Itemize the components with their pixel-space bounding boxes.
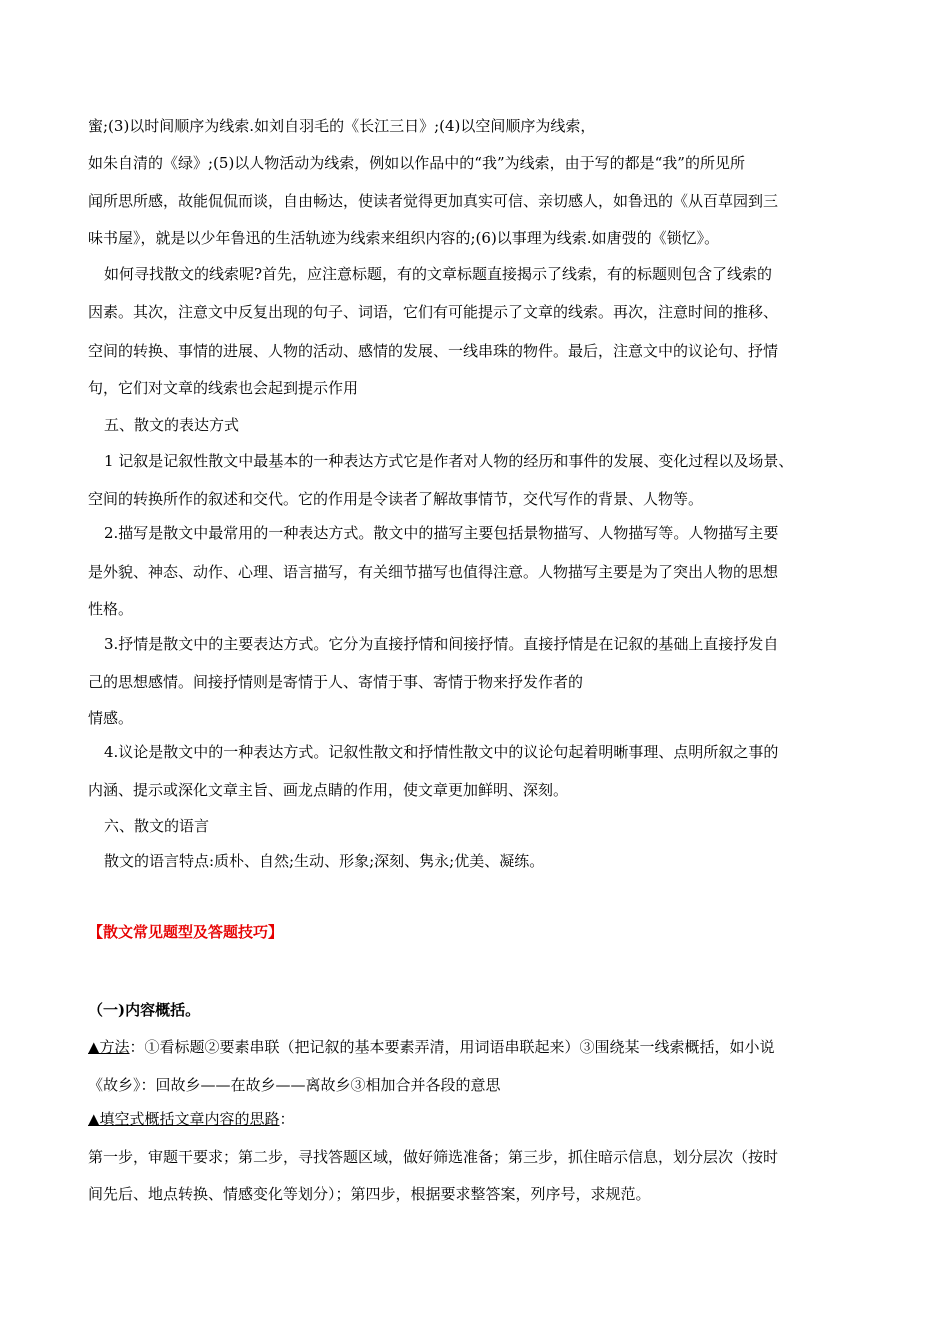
text-line: 是外貌、神态、动作、心理、语言描写，有关细节描写也值得注意。人物描写主要是为了突出人物的思想: [88, 563, 779, 581]
text-line: 己的思想感情。间接抒情则是寄情于人、寄情于事、寄情于物来抒发作者的: [88, 673, 584, 691]
section-title: 【散文常见题型及答题技巧】: [88, 923, 284, 941]
text-line: 性格。: [88, 600, 134, 618]
section-heading-6: 六、散文的语言: [104, 817, 210, 835]
fill-colon: ：: [279, 1110, 295, 1128]
method-text: ：①看标题②要素串联（把记叙的基本要素弄清，用词语串联起来）③围绕某一线索概括，如小说: [129, 1038, 775, 1056]
text-line: 闻所思所感，故能侃侃而谈，自由畅达，使读者觉得更加真实可信、亲切感人，如鲁迅的《从百草园到三: [88, 192, 779, 210]
method-label: ▲方法: [88, 1038, 130, 1056]
text-line: 第一步，审题干要求；第二步，寻找答题区域，做好筛选准备；第三步，抓住暗示信息，划分层次（按时: [88, 1148, 779, 1166]
text-line: 内涵、提示或深化文章主旨、画龙点睛的作用，使文章更加鲜明、深刻。: [88, 781, 569, 799]
fill-label: ▲填空式概括文章内容的思路: [88, 1110, 280, 1128]
text-line: 如何寻找散文的线索呢?首先，应注意标题，有的文章标题直接揭示了线索，有的标题则包含了线索的: [104, 265, 773, 283]
text-line: 蜜;(3)以时间顺序为线索.如刘自羽毛的《长江三日》;(4)以空间顺序为线索，: [88, 117, 596, 135]
text-line: 3.抒情是散文中的主要表达方式。它分为直接抒情和间接抒情。直接抒情是在记叙的基础上直接抒发自: [104, 635, 779, 653]
sub-title: （一)内容概括。: [88, 1001, 201, 1019]
text-line: 空间的转换、事情的进展、人物的活动、感情的发展、一线串珠的物件。最后，注意文中的议论句、抒情: [88, 342, 779, 360]
text-line: 散文的语言特点:质朴、自然;生动、形象;深刻、隽永;优美、凝练。: [104, 852, 545, 870]
text-line: 情感。: [88, 709, 134, 727]
text-line: 因素。其次，注意文中反复出现的句子、词语，它们有可能提示了文章的线索。再次，注意时间的推移、: [88, 303, 779, 321]
text-line: 1 记叙是记叙性散文中最基本的一种表达方式它是作者对人物的经历和事件的发展、变化过程以及场景、: [104, 452, 794, 470]
section-heading-5: 五、散文的表达方式: [104, 416, 240, 434]
text-line: 《故乡》：回故乡——在故乡——离故乡③相加合并各段的意思: [88, 1076, 501, 1094]
fill-heading: [88, 1109, 295, 1129]
text-line: 4.议论是散文中的一种表达方式。记叙性散文和抒情性散文中的议论句起着明晰事理、点明所叙之事的: [104, 743, 779, 761]
text-line: 味书屋》，就是以少年鲁迅的生活轨迹为线索来组织内容的;(6)以事理为线索.如唐弢的《锁忆》。: [88, 229, 720, 247]
text-line: 2.描写是散文中最常用的一种表达方式。散文中的描写主要包括景物描写、人物描写等。人物描写主要: [104, 524, 779, 542]
text-line: 如朱自清的《绿》;(5)以人物活动为线索，例如以作品中的“我”为线索，由于写的都是“我”的所见所: [88, 154, 745, 172]
text-line: 间先后、地点转换、情感变化等划分）；第四步，根据要求整答案，列序号，求规范。: [88, 1185, 651, 1203]
method-line: [88, 1037, 775, 1057]
text-line: 句，它们对文章的线索也会起到提示作用: [88, 379, 359, 397]
text-line: 空间的转换所作的叙述和交代。它的作用是令读者了解故事情节，交代写作的背景、人物等。: [88, 490, 704, 508]
